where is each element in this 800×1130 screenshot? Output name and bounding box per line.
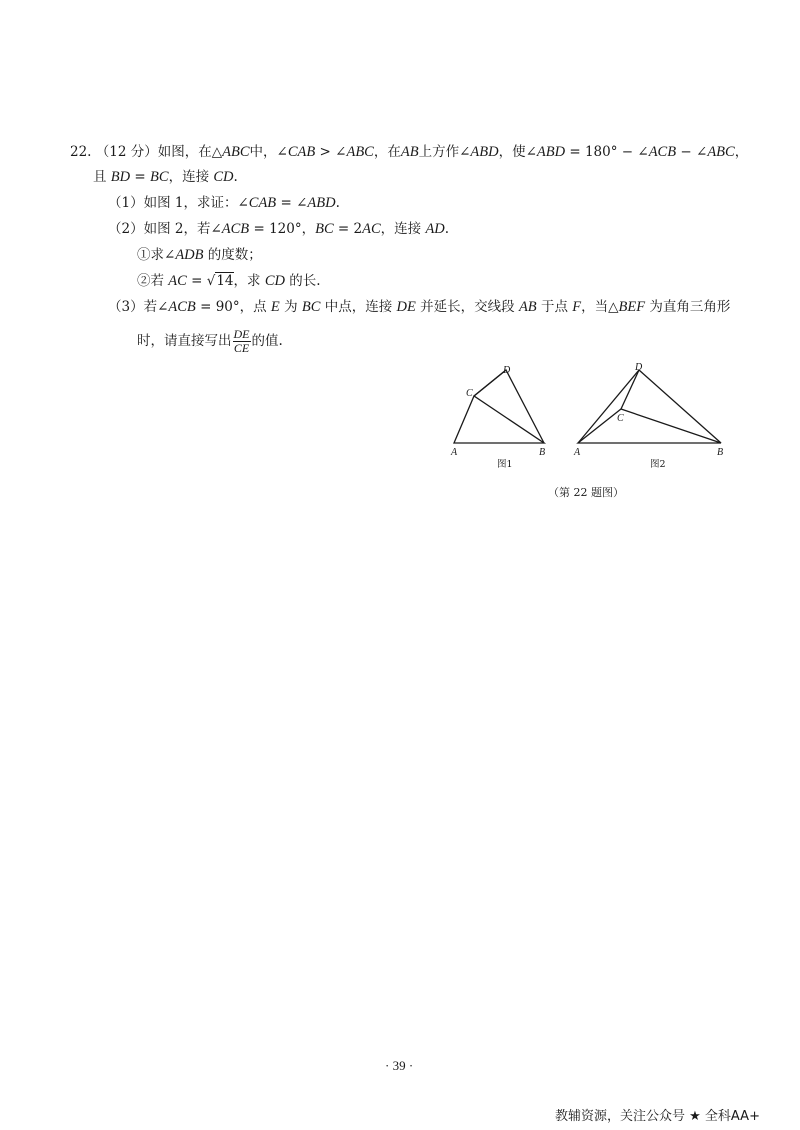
fig1-segment-cd: [474, 370, 506, 396]
stem-text: 于点: [536, 299, 573, 315]
stem-text: ，使∠: [498, 144, 537, 160]
math-var: ABD: [536, 144, 566, 160]
stem-text: 时，请直接写出: [137, 333, 232, 349]
stem-text: .: [444, 221, 450, 237]
math-var: CAB: [287, 144, 316, 160]
fig2-caption: 图2: [650, 459, 666, 470]
math-var: ABC: [346, 144, 374, 160]
part-label: （3）若∠: [108, 299, 169, 315]
stem-text: =: [130, 169, 151, 185]
stem-text: > ∠: [315, 144, 347, 160]
math-var: ACB: [221, 221, 250, 237]
problem-number: 22.: [70, 144, 92, 160]
stem-text: .: [233, 169, 238, 185]
fig1-caption: 图1: [497, 459, 513, 470]
math-var: BEF: [618, 299, 646, 315]
stem-text: 的长.: [284, 273, 321, 289]
stem-text: ①求∠: [137, 247, 176, 263]
math-var: BC: [150, 169, 169, 185]
part-label: （2）如图 2，若∠: [108, 221, 222, 237]
stem-text: − ∠: [676, 144, 708, 160]
fig1-label-a: A: [451, 447, 458, 458]
stem-text: 如图，在△: [157, 144, 223, 160]
math-var: E: [270, 299, 280, 315]
fig1-label-b: B: [539, 447, 546, 458]
fig1-label-d: D: [503, 365, 511, 376]
page-number: · 39 ·: [385, 1058, 414, 1073]
math-var: BC: [315, 221, 334, 237]
math-var: ABD: [307, 195, 336, 211]
fig2-label-b: B: [717, 447, 724, 458]
figure-2: [568, 360, 738, 470]
stem-text: ②若: [137, 273, 169, 289]
problem-stem-line-2: [93, 167, 238, 187]
math-var: CAB: [248, 195, 277, 211]
math-var: BC: [301, 299, 321, 315]
fig2-triangle-abc: [578, 409, 721, 443]
stem-text: 的值.: [251, 333, 283, 349]
stem-text: .: [335, 195, 340, 211]
part-label: （1）如图 1，求证：∠: [108, 195, 249, 211]
stem-text: ，求: [233, 273, 265, 289]
stem-text: = √: [186, 273, 216, 289]
fig2-label-c: C: [617, 413, 624, 424]
stem-text: = 2: [333, 221, 363, 237]
part-3: [108, 297, 730, 317]
math-var: BD: [110, 169, 131, 185]
math-var: AB: [518, 299, 537, 315]
math-var: ABC: [222, 144, 250, 160]
problem-score: （12 分）: [95, 144, 158, 160]
stem-text: 为直角三角形: [645, 299, 731, 315]
fig1-label-c: C: [466, 388, 473, 399]
stem-text: ，在: [373, 144, 401, 160]
part-3-line-2: [137, 328, 283, 355]
sqrt-radicand: 14: [216, 273, 234, 289]
stem-text: 的度数；: [203, 247, 262, 263]
fig2-label-a: A: [574, 447, 581, 458]
fraction-numerator: DE: [233, 327, 250, 341]
math-var: AC: [362, 221, 381, 237]
fraction-de-over-ce: [233, 328, 251, 355]
figures-caption: （第 22 题图）: [548, 486, 624, 499]
stem-text: ，: [734, 144, 749, 160]
fraction-denominator: CE: [233, 341, 250, 355]
problem-stem-line-1: [70, 142, 748, 162]
part-1: [108, 193, 340, 213]
stem-text: 上方作∠: [418, 144, 471, 160]
part-2-sub-2: [137, 271, 321, 291]
stem-text: 并延长，交线段: [415, 299, 519, 315]
math-var: CD: [264, 273, 285, 289]
math-var: ADB: [175, 247, 204, 263]
fig2-segment-cd: [621, 370, 639, 409]
math-var: ABD: [470, 144, 499, 160]
stem-text: 中，∠: [249, 144, 288, 160]
watermark: 教辅资源，关注公众号 ★ 全科AA+: [555, 1109, 760, 1124]
stem-text: = 180° − ∠: [565, 144, 649, 160]
math-var: DE: [396, 299, 416, 315]
math-var: F: [572, 299, 582, 315]
stem-text: = ∠: [276, 195, 308, 211]
stem-text: = 120°，: [249, 221, 316, 237]
math-var: ABC: [707, 144, 735, 160]
figure-1: [440, 360, 560, 470]
stem-text: 且: [93, 169, 111, 185]
fig2-segment-ad: [578, 370, 639, 443]
fig1-segment-cd-db: [474, 370, 544, 443]
fig2-label-d: D: [635, 362, 643, 373]
part-2: [108, 219, 449, 239]
math-var: CD: [213, 169, 234, 185]
fig2-segment-db: [639, 370, 721, 443]
stem-text: ，当△: [581, 299, 619, 315]
math-var: AB: [400, 144, 419, 160]
math-var: AD: [425, 221, 445, 237]
math-var: ACB: [168, 299, 196, 315]
fig1-triangle-abc: [454, 396, 544, 443]
stem-text: = 90°，点: [195, 299, 271, 315]
math-var: AC: [168, 273, 187, 289]
stem-text: 为: [279, 299, 302, 315]
part-2-sub-1: [137, 245, 262, 265]
math-var: ACB: [648, 144, 677, 160]
stem-text: ，连接: [380, 221, 426, 237]
stem-text: ，连接: [168, 169, 214, 185]
stem-text: 中点，连接: [320, 299, 397, 315]
